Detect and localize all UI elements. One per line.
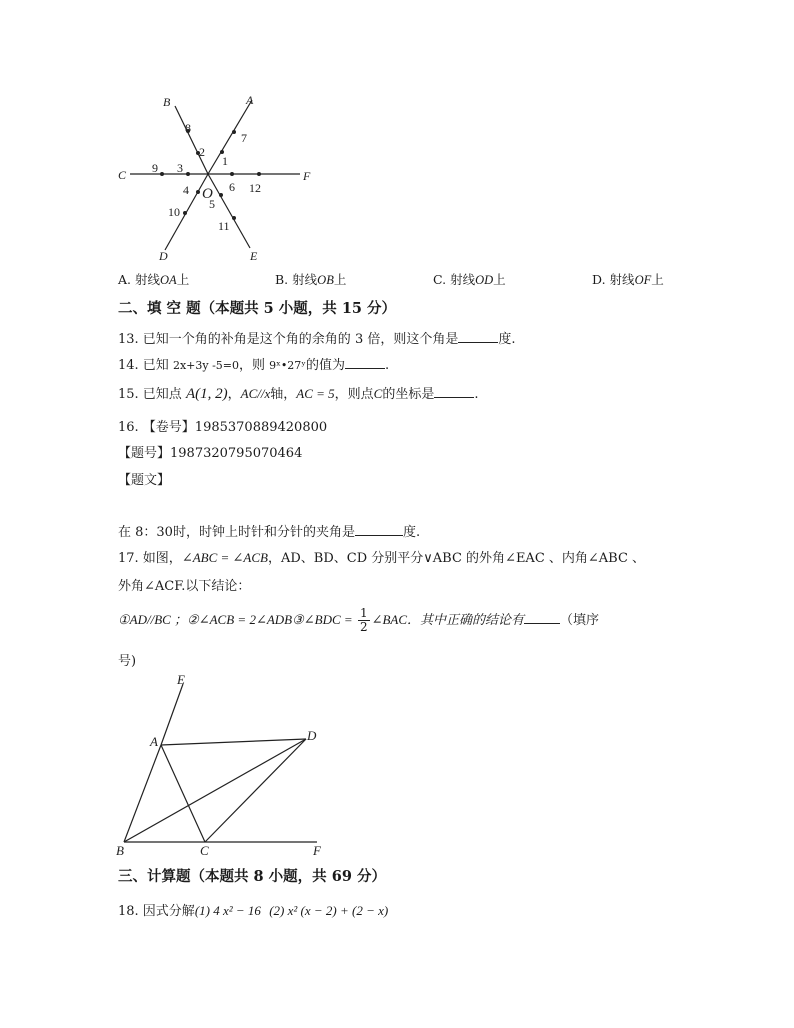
- segment-ac: [161, 745, 205, 842]
- angle-1: 1: [222, 154, 228, 168]
- segment-ae: [161, 684, 183, 745]
- label-o: O: [202, 186, 213, 202]
- label-f: F: [313, 843, 321, 858]
- question-15: 15. 已知点 A(1, 2)，AC//x轴，AC = 5，则点C的坐标是 .: [118, 386, 479, 402]
- point-6: [230, 172, 234, 176]
- segment-ad: [161, 739, 306, 745]
- segment-ba: [124, 745, 161, 842]
- num-11: 11: [218, 219, 230, 233]
- question-18: 18. 因式分解(1) 4 x² − 16 (2) x² (x − 2) + (2 − x): [118, 903, 389, 919]
- triangle-figure: [110, 672, 340, 862]
- label-d: D: [159, 249, 168, 263]
- label-b: B: [163, 95, 171, 109]
- option-a: A. 射线OA上: [118, 272, 190, 287]
- angle-4: 4: [183, 183, 189, 197]
- answer-blank[interactable]: [458, 341, 498, 343]
- fraction-half: $\frac{1}{2}$: [359, 606, 368, 634]
- section-2-title: 二、填 空 题（本题共 5 小题，共 15 分）: [118, 300, 397, 317]
- angle-6: 6: [229, 180, 235, 194]
- answer-blank[interactable]: [524, 622, 560, 624]
- question-16-tiwen: 【题文】: [118, 473, 171, 488]
- question-14: 14. 已知 2x+3y -5=0，则 9ˣ•27ʸ的值为 .: [118, 358, 390, 373]
- question-16-juanhao: 16. 【卷号】1985370889420800: [118, 420, 328, 435]
- segment-bd: [124, 739, 306, 842]
- num-7: 7: [241, 131, 247, 145]
- option-c: C. 射线OD上: [433, 272, 506, 287]
- question-17-line3: ①AD//BC ；②∠ACB = 2∠ADB③∠BDC = $\frac{1}{2}$ ∠BAC．其中正确的结论有 （填序: [118, 606, 600, 634]
- segment-cd: [205, 739, 306, 842]
- question-13: 13. 已知一个角的补角是这个角的余角的 3 倍，则这个角是 度.: [118, 332, 516, 347]
- angle-5: 5: [209, 197, 215, 211]
- point-10: [183, 211, 187, 215]
- num-10: 10: [168, 205, 180, 219]
- point-3: [186, 172, 190, 176]
- answer-blank[interactable]: [345, 367, 385, 369]
- point-7: [232, 130, 236, 134]
- label-c: C: [200, 843, 209, 858]
- label-e: E: [177, 672, 185, 687]
- num-9: 9: [152, 161, 158, 175]
- section-3-title: 三、计算题（本题共 8 小题，共 69 分）: [118, 868, 386, 885]
- question-17-line1: 17. 如图，∠ABC = ∠ACB，AD、BD、CD 分别平分∨ABC 的外角∠EAC 、内角∠ABC 、: [118, 550, 646, 566]
- answer-blank[interactable]: [434, 396, 474, 398]
- question-17-line4: 号): [118, 654, 137, 669]
- rays-figure: [110, 88, 330, 268]
- label-d: D: [307, 728, 317, 743]
- point-11: [232, 216, 236, 220]
- option-b: B. 射线OB上: [275, 272, 347, 287]
- label-a: A: [246, 93, 254, 107]
- num-12: 12: [249, 181, 261, 195]
- question-17-line2: 外角∠ACF.以下结论：: [118, 579, 251, 594]
- answer-blank[interactable]: [355, 534, 403, 536]
- label-e: E: [250, 249, 258, 263]
- question-16: 在 8：30时，时钟上时针和分针的夹角是 度.: [118, 525, 421, 540]
- label-c: C: [118, 168, 127, 182]
- point-12: [257, 172, 261, 176]
- label-a: A: [150, 734, 158, 749]
- option-d: D. 射线OF上: [592, 272, 664, 287]
- point-5: [219, 193, 223, 197]
- point-4: [196, 190, 200, 194]
- angle-2: 2: [199, 145, 205, 159]
- num-8: 8: [185, 121, 191, 135]
- label-b: B: [116, 843, 124, 858]
- point-9: [160, 172, 164, 176]
- angle-3: 3: [177, 161, 183, 175]
- question-16-tihao: 【题号】1987320795070464: [118, 446, 303, 461]
- label-f: F: [303, 169, 311, 183]
